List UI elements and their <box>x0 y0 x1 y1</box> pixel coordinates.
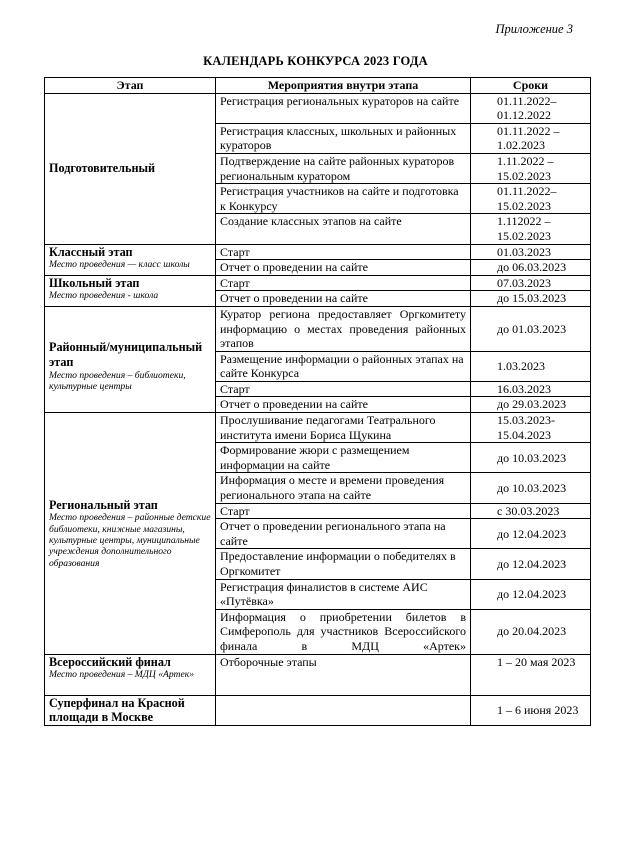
date-cell: до 15.03.2023 <box>471 291 591 307</box>
event-cell <box>216 695 471 725</box>
date-cell <box>471 413 591 443</box>
table-header-row <box>45 78 591 94</box>
event-cell: Прослушивание педагогами Театрального института имени Бориса Щукина <box>216 413 471 443</box>
calendar-table <box>44 77 591 726</box>
event-cell: Формирование жюри с размещением информации на сайте <box>216 443 471 473</box>
document-title: КАЛЕНДАРЬ КОНКУРСА 2023 ГОДА <box>203 54 428 68</box>
event-cell: Старт <box>216 244 471 260</box>
table-row <box>45 654 591 695</box>
date-cell: до 06.03.2023 <box>471 260 591 276</box>
date-cell: 07.03.2023 <box>471 275 591 291</box>
date-cell: с 30.03.2023 <box>471 503 591 519</box>
event-cell: Куратор региона предоставляет Оргкомитету информацию о местах проведения районных этапов <box>216 306 471 351</box>
event-cell: Информация о месте и времени проведения регионального этапа на сайте <box>216 473 471 503</box>
event-cell: Отчет о проведении на сайте <box>216 291 471 307</box>
date-cell: до 12.04.2023 <box>471 579 591 609</box>
date-cell: 1 – 6 июня 2023 <box>471 695 591 725</box>
date-value: 01.11.2022 – 1.02.2023 <box>497 123 560 153</box>
event-cell: Регистрация классных, школьных и районных кураторов <box>216 123 471 153</box>
column-header-dates: Сроки <box>471 78 591 94</box>
stage-place: Место проведения – МДЦ «Артек» <box>49 669 195 681</box>
date-value: 01.11.2022– 01.12.2022 <box>497 93 557 123</box>
stage-name: Школьный этап <box>49 275 140 290</box>
stage-cell <box>45 695 216 725</box>
table-row <box>45 695 591 725</box>
date-value: 1.11.2022 – 15.02.2023 <box>497 153 554 183</box>
stage-cell <box>45 244 216 275</box>
stage-cell <box>45 413 216 655</box>
date-cell <box>471 184 591 214</box>
date-cell: до 10.03.2023 <box>471 443 591 473</box>
date-cell <box>471 153 591 183</box>
date-cell <box>471 93 591 123</box>
date-cell: до 12.04.2023 <box>471 519 591 549</box>
stage-name: Суперфинал на Красной площади в Москве <box>49 695 185 725</box>
stage-place: Место проведения – районные детские библиотеки, книжные магазины, культурные центры, муниципальные учреждения дополнительного образования <box>49 512 211 569</box>
table-row <box>45 306 591 351</box>
event-cell: Регистрация финалистов в системе АИС «Путёвка» <box>216 579 471 609</box>
date-cell: до 10.03.2023 <box>471 473 591 503</box>
stage-name: Региональный этап <box>49 497 158 512</box>
stage-cell <box>45 275 216 306</box>
table-row <box>45 275 591 291</box>
table-row <box>45 244 591 260</box>
stage-name: Классный этап <box>49 244 133 259</box>
stage-cell <box>45 93 216 244</box>
date-cell: до 12.04.2023 <box>471 549 591 579</box>
date-cell <box>471 214 591 244</box>
event-cell: Отчет о проведении на сайте <box>216 260 471 276</box>
date-cell: до 01.03.2023 <box>471 306 591 351</box>
date-cell: 1 – 20 мая 2023 <box>471 654 591 695</box>
event-cell: Регистрация участников на сайте и подготовка к Конкурсу <box>216 184 471 214</box>
stage-name: Всероссийский финал <box>49 654 171 669</box>
column-header-events: Мероприятия внутри этапа <box>216 78 471 94</box>
stage-name: Подготовительный <box>49 161 156 176</box>
date-cell: до 29.03.2023 <box>471 397 591 413</box>
event-cell: Отчет о проведении на сайте <box>216 397 471 413</box>
event-cell: Старт <box>216 503 471 519</box>
event-cell: Информация о приобретении билетов в Симферополь для участников Всероссийского финала в МДЦ «Артек» <box>216 609 471 654</box>
event-cell: Подтверждение на сайте районных кураторов региональным куратором <box>216 153 471 183</box>
date-cell: 01.03.2023 <box>471 244 591 260</box>
appendix-label: Приложение 3 <box>495 22 573 36</box>
date-cell: 1.03.2023 <box>471 351 591 381</box>
event-cell: Старт <box>216 275 471 291</box>
event-cell: Отчет о проведении регионального этапа на сайте <box>216 519 471 549</box>
stage-place: Место проведения – библиотеки, культурные центры <box>49 369 186 393</box>
event-cell: Старт <box>216 381 471 397</box>
stage-name: Районный/муниципальный этап <box>49 340 203 370</box>
date-value: 15.03.2023- 15.04.2023 <box>497 413 555 442</box>
stage-cell <box>45 654 216 695</box>
event-cell: Предоставление информации о победителях в Оргкомитет <box>216 549 471 579</box>
stage-place: Место проведения - школа <box>49 290 159 302</box>
stage-cell <box>45 306 216 412</box>
stage-place: Место проведения — класс школы <box>49 259 190 271</box>
date-value: 01.11.2022– 15.02.2023 <box>497 184 557 213</box>
event-cell: Отборочные этапы <box>216 654 471 695</box>
table-row <box>45 413 591 443</box>
date-cell: до 20.04.2023 <box>471 609 591 654</box>
date-value: 1.112022 – 15.02.2023 <box>497 214 551 243</box>
date-cell <box>471 123 591 153</box>
event-cell: Размещение информации о районных этапах на сайте Конкурса <box>216 351 471 381</box>
event-cell: Создание классных этапов на сайте <box>216 214 471 244</box>
table-row <box>45 93 591 123</box>
column-header-stage: Этап <box>45 78 216 94</box>
event-cell: Регистрация региональных кураторов на сайте <box>216 93 471 123</box>
date-cell: 16.03.2023 <box>471 381 591 397</box>
